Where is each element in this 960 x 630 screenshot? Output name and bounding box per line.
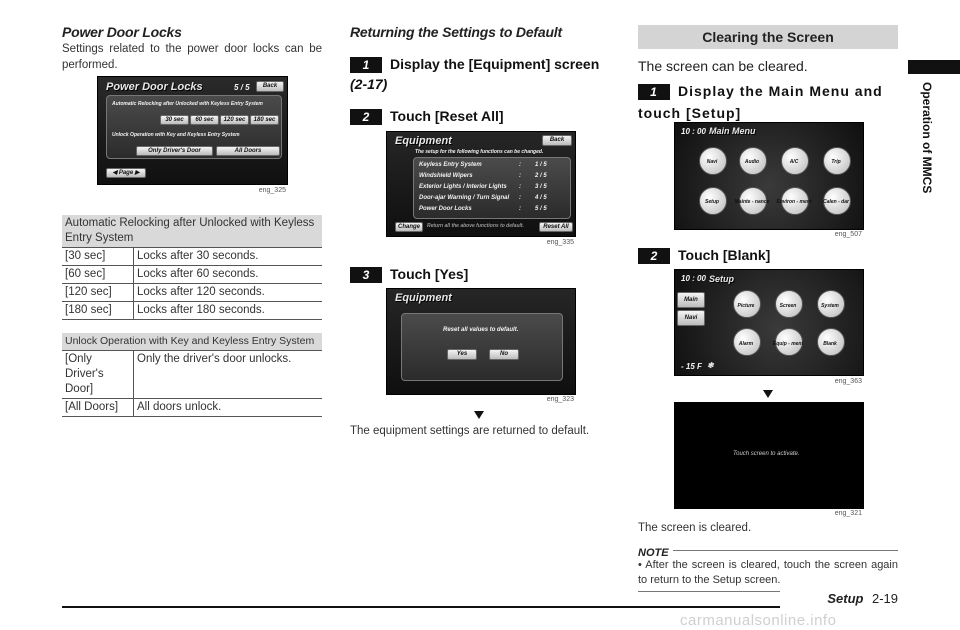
table-cell: [120 sec] xyxy=(65,286,112,298)
table-row xyxy=(62,351,322,399)
relock-header-cell: Automatic Relocking after Unlocked with Keyless Entry System xyxy=(62,215,322,248)
unlock-table xyxy=(62,333,322,417)
step-number: 1 xyxy=(638,84,670,100)
equipment-item-label[interactable]: Keyless Entry System xyxy=(419,162,482,168)
menu-item-label: Environ - ment xyxy=(776,199,812,205)
equipment-item-page: 2 / 5 xyxy=(535,173,547,179)
setup-item-label: Screen xyxy=(779,303,797,309)
power-door-locks-title: Power Door Locks xyxy=(62,24,182,40)
reset-note: Return all the above functions to default. xyxy=(427,223,524,229)
bullet: • xyxy=(638,559,646,571)
main-menu-screen xyxy=(674,122,864,230)
caption-eng325: eng_325 xyxy=(258,187,286,194)
footer-section: Setup xyxy=(827,591,864,606)
note-heading xyxy=(638,543,898,557)
step-text: Touch [Reset All] xyxy=(390,108,504,124)
colon-separator: : xyxy=(519,173,521,179)
setup-screen xyxy=(674,269,864,376)
touch-to-activate: Touch screen to activate. xyxy=(733,451,800,457)
step-number: 2 xyxy=(638,248,670,264)
colon-separator: : xyxy=(519,184,521,190)
table-cell: Locks after 60 seconds. xyxy=(134,266,323,284)
relock-option-button[interactable]: 120 sec xyxy=(220,115,249,125)
table-row xyxy=(62,266,322,284)
relock-option-button[interactable]: 60 sec xyxy=(190,115,219,125)
clock: 10 : 00 xyxy=(681,127,706,136)
no-button[interactable]: No xyxy=(489,349,519,360)
screen-title: Setup xyxy=(709,274,735,284)
setup-item-label: System xyxy=(821,303,839,309)
screen-title: Equipment xyxy=(395,292,452,304)
note-rule xyxy=(638,550,898,551)
table-cell: [Only Driver's Door] xyxy=(65,353,104,395)
equipment-screen xyxy=(386,131,576,237)
relock-option-button[interactable]: 180 sec xyxy=(250,115,279,125)
equipment-item-label[interactable]: Exterior Lights / Interior Lights xyxy=(419,184,507,190)
unlock-table-header xyxy=(62,333,322,351)
screen-cleared-text: The screen is cleared. xyxy=(638,522,752,534)
unlock-label: Unlock Operation with Key and Keyless Entry System xyxy=(112,132,240,138)
relock-label: Automatic Relocking after Unlocked with Keyless Entry System xyxy=(112,101,263,107)
power-door-locks-screen xyxy=(97,76,288,185)
step-1-ref: (2-17) xyxy=(350,76,388,92)
table-cell: [All Doors] xyxy=(65,401,119,413)
screen-title: Power Door Locks xyxy=(106,81,203,93)
equipment-item-label[interactable]: Windshield Wipers xyxy=(419,173,473,179)
confirm-panel xyxy=(401,313,563,381)
table-row xyxy=(62,248,322,266)
only-drivers-door-button[interactable]: Only Driver's Door xyxy=(136,146,213,156)
equipment-item-page: 1 / 5 xyxy=(535,162,547,168)
relock-option-button[interactable]: 30 sec xyxy=(160,115,189,125)
unlock-header-cell: Unlock Operation with Key and Keyless Entry System xyxy=(62,333,322,351)
side-main-button[interactable]: Main xyxy=(677,292,705,308)
table-row xyxy=(62,284,322,302)
equipment-item-label[interactable]: Power Door Locks xyxy=(419,206,472,212)
note-text: After the screen is cleared, touch the screen again to return to the Setup screen. xyxy=(638,559,898,586)
step-number: 2 xyxy=(350,109,382,125)
equipment-result: The equipment settings are returned to default. xyxy=(350,425,590,437)
table-cell: Locks after 120 seconds. xyxy=(134,284,323,302)
footer-rule xyxy=(62,606,898,608)
step-1 xyxy=(638,80,900,124)
change-button[interactable]: Change xyxy=(395,222,423,232)
equipment-item-page: 4 / 5 xyxy=(535,195,547,201)
setup-item-label: Blank xyxy=(823,341,837,347)
footer-page xyxy=(780,590,898,610)
clearing-banner-title: Clearing the Screen xyxy=(702,29,834,45)
snowflake-icon: ❄ xyxy=(707,361,714,370)
setup-item-label: Equip - ment xyxy=(772,341,804,347)
blank-screen[interactable] xyxy=(674,402,864,509)
table-cell: [180 sec] xyxy=(65,304,112,316)
clearing-intro: The screen can be cleared. xyxy=(638,58,808,74)
step-text: Display the [Equipment] screen xyxy=(390,56,600,72)
footer-page-number: 2-19 xyxy=(871,591,898,606)
setup-item-label: Alarm xyxy=(738,341,754,347)
caption-eng335: eng_335 xyxy=(546,239,574,246)
clock: 10 : 00 xyxy=(681,274,706,283)
relock-table xyxy=(62,215,322,320)
caption-eng323: eng_323 xyxy=(546,396,574,403)
table-row xyxy=(62,399,322,417)
side-tab-label: Operation of MMCS xyxy=(920,82,934,194)
relock-table-header xyxy=(62,215,322,248)
caption-eng363: eng_363 xyxy=(834,378,862,385)
equipment-subtitle: The setup for the following functions can be changed. xyxy=(415,149,544,155)
clearing-banner xyxy=(638,25,898,49)
table-row xyxy=(62,302,322,320)
caption-eng507: eng_507 xyxy=(834,231,862,238)
all-doors-button[interactable]: All Doors xyxy=(216,146,280,156)
equipment-item-label[interactable]: Door-ajar Warning / Turn Signal xyxy=(419,195,510,201)
confirm-message: Reset all values to default. xyxy=(443,327,519,333)
table-cell: [30 sec] xyxy=(65,250,106,262)
step-text: Touch [Blank] xyxy=(678,247,771,263)
page-button[interactable]: ◀ Page ▶ xyxy=(106,168,146,178)
watermark: carmanualsonline.info xyxy=(680,612,837,629)
table-cell: All doors unlock. xyxy=(134,399,323,417)
back-button[interactable]: Back xyxy=(542,135,572,146)
colon-separator: : xyxy=(519,206,521,212)
equipment-item-page: 5 / 5 xyxy=(535,206,547,212)
table-cell: [60 sec] xyxy=(65,268,106,280)
menu-item-label: Trip xyxy=(831,159,841,165)
colon-separator: : xyxy=(519,162,521,168)
menu-item-label: Navi xyxy=(706,159,718,165)
power-door-locks-intro: Settings related to the power door locks can be performed. xyxy=(62,43,322,71)
side-tab-bar xyxy=(908,60,960,74)
screen-title: Equipment xyxy=(395,135,452,147)
menu-item-label: Mainte - nance xyxy=(734,199,770,205)
step-3 xyxy=(350,266,468,283)
menu-item-label: Calen - dar xyxy=(823,199,849,205)
equipment-item-page: 3 / 5 xyxy=(535,184,547,190)
step-number: 1 xyxy=(350,57,382,73)
menu-item-label: A/C xyxy=(789,159,799,165)
reset-confirm-screen xyxy=(386,288,576,395)
setup-item-label: Picture xyxy=(737,303,755,309)
step-text: Display the Main Menu and touch [Setup] xyxy=(638,83,883,121)
side-navi-button[interactable]: Navi xyxy=(677,310,705,326)
screen-page-indicator: 5 / 5 xyxy=(234,83,250,92)
back-button[interactable]: Back xyxy=(256,81,284,92)
table-cell: Locks after 180 seconds. xyxy=(134,302,323,320)
returning-default-title: Returning the Settings to Default xyxy=(350,24,562,40)
menu-item-label: Audio xyxy=(744,159,760,165)
step-2 xyxy=(350,108,504,125)
temperature: - 15 F xyxy=(681,362,702,371)
down-arrow-icon xyxy=(763,390,773,398)
step-2 xyxy=(638,247,770,264)
step-number: 3 xyxy=(350,267,382,283)
table-cell: Locks after 30 seconds. xyxy=(134,248,323,266)
note-body xyxy=(638,558,898,588)
menu-item-label: Setup xyxy=(705,199,719,205)
down-arrow-icon xyxy=(474,411,484,419)
note-title: NOTE xyxy=(638,547,673,559)
reset-all-button[interactable]: Reset All xyxy=(539,222,573,232)
table-cell: Only the driver's door unlocks. xyxy=(134,351,323,399)
step-text: Touch [Yes] xyxy=(390,266,469,282)
caption-eng321: eng_321 xyxy=(834,510,862,517)
colon-separator: : xyxy=(519,195,521,201)
screen-title: Main Menu xyxy=(709,126,756,136)
yes-button[interactable]: Yes xyxy=(447,349,477,360)
step-1 xyxy=(350,56,599,73)
